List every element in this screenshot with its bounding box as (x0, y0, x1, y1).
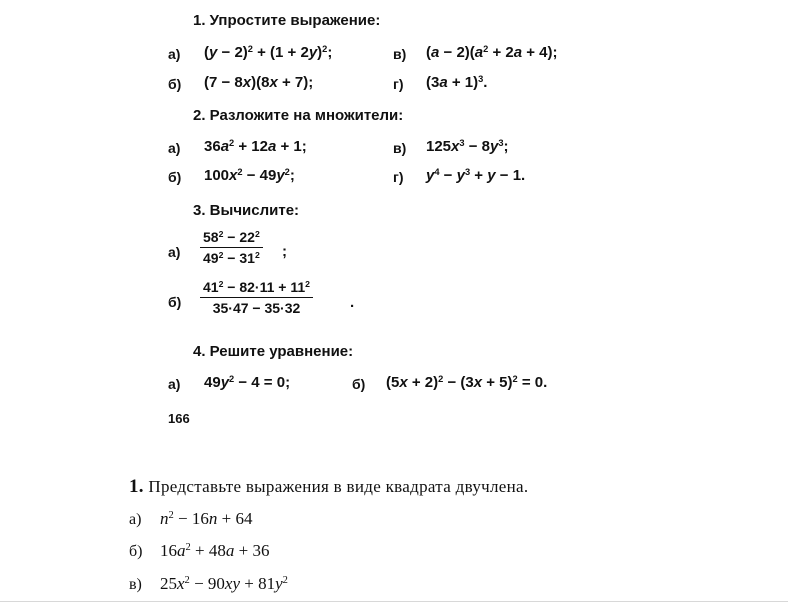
lower-task-expr-v: $25x^2 - 90xy + 81y^2$ (160, 574, 288, 593)
task2-label-b: б) (168, 169, 182, 185)
task4-label-a: а) (168, 376, 181, 392)
task3-end-a: ; (282, 243, 287, 260)
task1-heading: 1. Упростите выражение: (193, 12, 381, 29)
task1-expr-g: $(3a + 1)^3$. (426, 73, 488, 91)
task2-label-a: а) (168, 140, 181, 156)
task2-expr-v: $125x^3 - 8y^3$; (426, 137, 509, 155)
lower-task-label-v: в) (129, 576, 142, 593)
task2-label-g: г) (393, 169, 404, 185)
lower-task-label-a: а) (129, 511, 142, 528)
task1-expr-b: (7 − 8x)(8x + 7); (204, 74, 314, 91)
task4-expr-b: $(5x + 2)^2 - (3x + 5)^2 = 0$. (386, 373, 548, 391)
fraction-numerator: $41^2 - 82\cdot 11 + 11^2$ (200, 279, 313, 298)
task1-label-b: б) (168, 76, 182, 92)
task4-expr-a: $49y^2 - 4 = 0$; (204, 373, 291, 391)
task4-heading: 4. Решите уравнение: (193, 343, 354, 360)
task2-expr-g: $y^4 - y^3 + y - 1$. (426, 166, 526, 184)
page-number: 166 (168, 411, 190, 426)
task3-label-a: а) (168, 244, 181, 260)
task2-expr-a: $36a^2 + 12a + 1$; (204, 137, 307, 155)
task3-fraction-b (200, 279, 313, 316)
lower-task-heading (129, 476, 528, 498)
lower-task-expr-a: $n^2 - 16n + 64$ (160, 509, 253, 528)
task2-label-v: в) (393, 140, 407, 156)
task3-fraction-a (200, 229, 263, 266)
bottom-divider (0, 601, 788, 602)
task1-label-a: а) (168, 46, 181, 62)
task3-heading: 3. Вычислите: (193, 202, 300, 219)
fraction-denominator: 35·47 − 35·32 (212, 300, 301, 316)
lower-task-expr-b: $16a^2 + 48a + 36$ (160, 541, 270, 560)
task3-label-b: б) (168, 294, 182, 310)
lower-task-label-b: б) (129, 543, 143, 560)
fraction-numerator: $58^2 - 22^2$ (200, 229, 263, 248)
task1-expr-a: $(y - 2)^2 + (1 + 2y)^2$; (204, 43, 333, 61)
task1-label-v: в) (393, 46, 407, 62)
lower-task-number: 1. (129, 476, 144, 497)
task2-heading: 2. Разложите на множители: (193, 107, 404, 124)
task1-expr-v: $(a - 2)(a^2 + 2a + 4)$; (426, 43, 558, 61)
task1-label-g: г) (393, 76, 404, 92)
task4-label-b: б) (352, 376, 366, 392)
task3-end-b: . (350, 294, 355, 311)
task2-expr-b: $100x^2 - 49y^2$; (204, 166, 295, 184)
fraction-denominator: $49^2 - 31^2$ (203, 250, 260, 266)
lower-task-heading-text: Представьте выражения в виде квадрата двучлена. (148, 477, 529, 496)
